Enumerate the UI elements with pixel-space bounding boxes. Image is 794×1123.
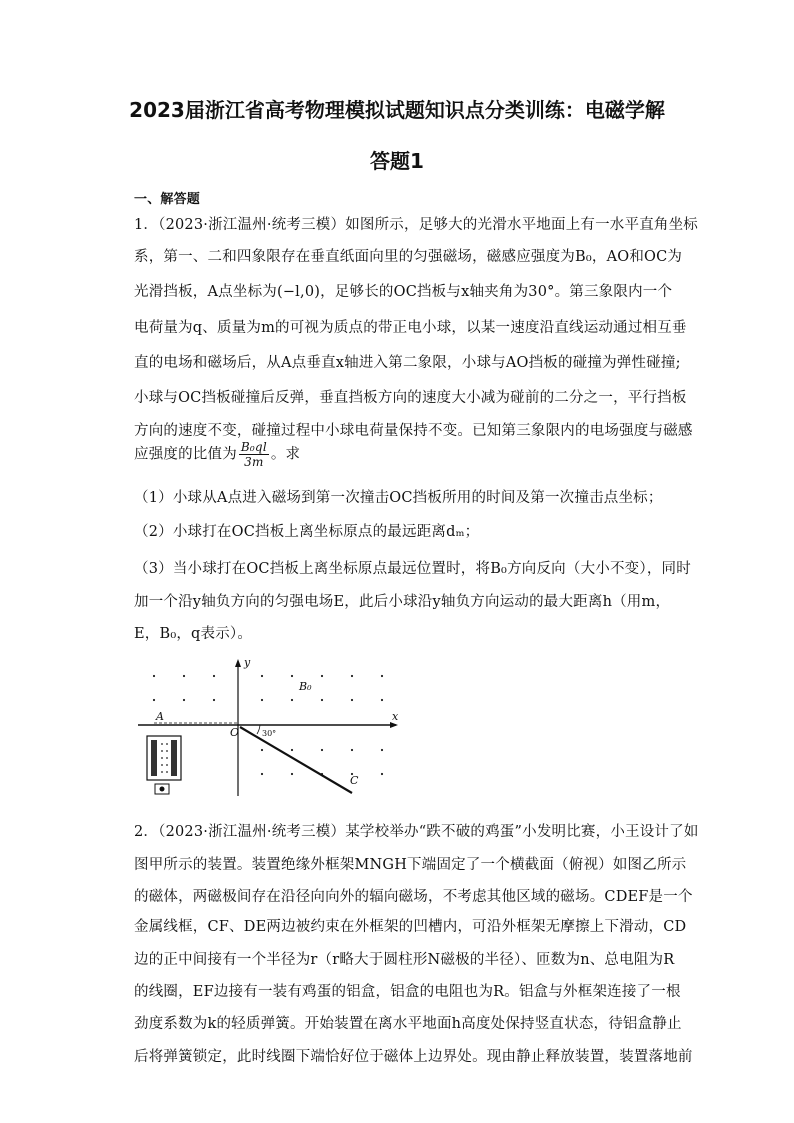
- q1-line-6: 小球与OC挡板碰撞后反弹，垂直挡板方向的速度大小减为碰前的二分之一，平行挡板: [134, 390, 687, 406]
- ratio-suffix: 。求: [270, 446, 301, 463]
- q1-line-3: 光滑挡板，A点坐标为(−l,0)，足够长的OC挡板与x轴夹角为30°。第三象限内一个: [134, 284, 673, 300]
- q1-line-7: 方向的速度不变，碰撞过程中小球电荷量保持不变。已知第三象限内的电场强度与磁感: [134, 423, 693, 439]
- field-dot: [321, 699, 323, 701]
- q2-line-3: 的磁体，两磁极间存在沿径向向外的辐向磁场，不考虑其他区域的磁场。CDEF是一个: [134, 889, 693, 905]
- field-dot: [351, 675, 353, 677]
- field-dot: [261, 675, 263, 677]
- field-dot: [381, 675, 383, 677]
- q1-sub-3-line2: 加一个沿y轴负方向的匀强电场E，此后小球沿y轴负方向运动的最大距离h（用m，: [134, 594, 671, 610]
- field-dot: [261, 749, 263, 751]
- q2-line-4: 金属线框，CF、DE两边被约束在外框架的凹槽内，可沿外框架无摩擦上下滑动，CD: [134, 919, 687, 935]
- device-field-dot: [166, 757, 168, 759]
- q2-line-5: 边的正中间接有一个半径为r（r略大于圆柱形N磁极的半径）、匝数为n、总电阻为R: [134, 952, 675, 968]
- y-axis-arrow: [235, 659, 241, 667]
- coordinate-diagram: [134, 654, 404, 804]
- field-dot: [381, 699, 383, 701]
- section-heading: 一、解答题: [134, 192, 201, 207]
- field-dot: [213, 699, 215, 701]
- angle-arc: [257, 725, 260, 734]
- q1-line-1: 1．（2023·浙江温州·统考三模）如图所示，足够大的光滑水平地面上有一水平直角坐标: [134, 217, 698, 233]
- a-label: A: [156, 710, 164, 723]
- field-dot: [381, 749, 383, 751]
- charged-ball: [160, 787, 165, 792]
- device-field-dots: [161, 743, 168, 773]
- field-plate-right: [171, 740, 177, 776]
- q1-sub-3-line3: E，B₀，q表示）。: [134, 626, 253, 642]
- q2-line-6: 的线圈，EF边接有一装有鸡蛋的铝盒，铝盒的电阻也为R。铝盒与外框架连接了一根: [134, 984, 681, 1000]
- doc-title-line2: 答题1: [370, 149, 424, 173]
- q1-line-5: 直的电场和磁场后，从A点垂直x轴进入第二象限，小球与AO挡板的碰撞为弹性碰撞;: [134, 355, 681, 371]
- field-dot: [291, 675, 293, 677]
- device-field-dot: [161, 771, 163, 773]
- field-dot: [261, 773, 263, 775]
- ratio-numerator: B₀ql: [240, 440, 267, 454]
- q1-sub-2: （2）小球打在OC挡板上离坐标原点的最远距离dₘ；: [134, 524, 480, 540]
- device-field-dot: [161, 757, 163, 759]
- field-dot: [291, 749, 293, 751]
- doc-title-line1: 2023届浙江省高考物理模拟试题知识点分类训练：电磁学解: [129, 98, 665, 122]
- y-label: y: [244, 656, 251, 669]
- field-dot: [261, 699, 263, 701]
- c-label: C: [350, 774, 359, 787]
- q1-line-2: 系，第一、二和四象限存在垂直纸面向里的匀强磁场，磁感应强度为B₀，AO和OC为: [134, 249, 683, 265]
- ratio-prefix: 应强度的比值为: [134, 446, 237, 463]
- device-field-dot: [166, 743, 168, 745]
- device-field-dot: [161, 743, 163, 745]
- q2-line-2: 图甲所示的装置。装置绝缘外框架MNGH下端固定了一个横截面（俯视）如图乙所示: [134, 857, 687, 873]
- device-field-dot: [166, 771, 168, 773]
- device-field-dot: [166, 750, 168, 752]
- field-dot: [351, 699, 353, 701]
- device-field-dot: [161, 750, 163, 752]
- ratio-denominator: 3m: [244, 455, 264, 469]
- o-label: O: [230, 726, 240, 739]
- field-plate-left: [151, 740, 157, 776]
- field-dot: [381, 773, 383, 775]
- q2-line-1: 2．（2023·浙江温州·统考三模）某学校举办“跌不破的鸡蛋”小发明比赛，小王设计了如: [134, 824, 699, 840]
- field-dot: [213, 675, 215, 677]
- q1-sub-3-line1: （3）当小球打在OC挡板上离坐标原点最远位置时，将B₀方向反向（大小不变），同时: [134, 561, 691, 577]
- field-dot: [291, 699, 293, 701]
- field-dot: [153, 675, 155, 677]
- q1-figure: [134, 654, 404, 804]
- x-label: x: [392, 710, 399, 723]
- q1-line-4: 电荷量为q、质量为m的可视为质点的带正电小球，以某一速度沿直线运动通过相互垂: [134, 320, 687, 336]
- ratio-fraction: [239, 440, 269, 469]
- field-dot: [183, 699, 185, 701]
- field-dot: [153, 699, 155, 701]
- device-field-dot: [166, 764, 168, 766]
- q1-sub-1: （1）小球从A点进入磁场到第一次撞击OC挡板所用的时间及第一次撞击点坐标；: [134, 490, 663, 506]
- device-field-dot: [161, 764, 163, 766]
- b0-label: B₀: [299, 680, 312, 693]
- q1-ratio-line: [134, 440, 300, 469]
- field-dot: [183, 675, 185, 677]
- angle-label: 30°: [262, 729, 277, 738]
- oc-plate: [240, 727, 352, 793]
- field-dot: [291, 773, 293, 775]
- field-dot: [321, 675, 323, 677]
- q2-line-7: 劲度系数为k的轻质弹簧。开始装置在离水平地面h高度处保持竖直状态，待铝盒静止: [134, 1016, 682, 1032]
- field-dot: [321, 749, 323, 751]
- q2-line-8: 后将弹簧锁定，此时线圈下端恰好位于磁体上边界处。现由静止释放装置，装置落地前: [134, 1049, 693, 1065]
- field-dot: [351, 749, 353, 751]
